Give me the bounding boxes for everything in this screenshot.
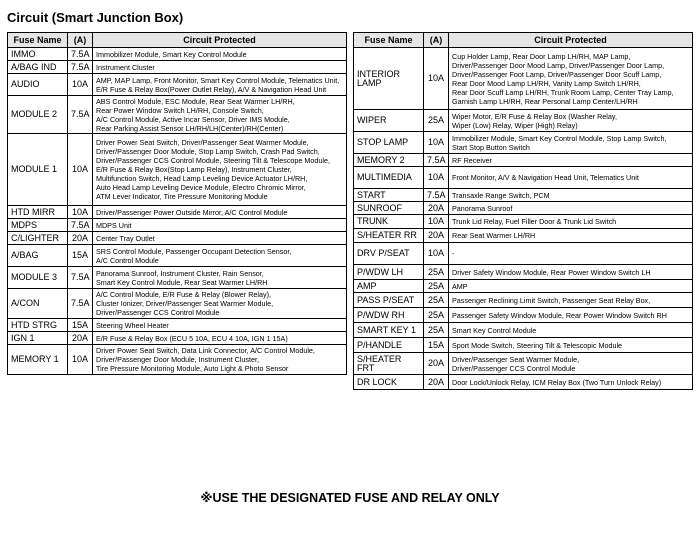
fuse-name-cell: IMMO (8, 48, 68, 61)
amp-cell: 10A (68, 345, 93, 375)
circuit-cell: Panorama Sunroof (449, 202, 693, 215)
amp-cell: 25A (424, 323, 449, 338)
footer-notice: ※USE THE DESIGNATED FUSE AND RELAY ONLY (200, 491, 500, 505)
header-amp: (A) (424, 33, 449, 48)
fuse-name-cell: P/WDW LH (354, 265, 424, 280)
table-row (8, 345, 347, 375)
table-row (354, 308, 693, 323)
fuse-name-cell: A/BAG IND (8, 61, 68, 74)
circuit-cell: Panorama Sunroof, Instrument Cluster, Rain Sensor, Smart Key Control Module, Rear Seat Warmer LH/RH (93, 267, 347, 289)
table-row (8, 61, 347, 74)
table-header-row (8, 33, 347, 48)
amp-cell: 7.5A (68, 61, 93, 74)
table-row (8, 319, 347, 332)
circuit-cell: Trunk Lid Relay, Fuel Filler Door & Trunk Lid Switch (449, 215, 693, 229)
table-row (354, 280, 693, 293)
amp-cell: 20A (424, 202, 449, 215)
table-row (354, 243, 693, 265)
amp-cell: 10A (424, 132, 449, 154)
table-row (354, 215, 693, 229)
amp-cell: 7.5A (68, 48, 93, 61)
fuse-table-left (7, 32, 347, 375)
table-row (354, 167, 693, 189)
amp-cell: 20A (424, 229, 449, 243)
table-row (8, 48, 347, 61)
circuit-cell: AMP, MAP Lamp, Front Monitor, Smart Key Control Module, Telematics Unit, E/R Fuse & Relay Box(Power Outlet Relay), A/V & Navigation Head Unit (93, 74, 347, 96)
amp-cell: 15A (68, 245, 93, 267)
circuit-cell: Center Tray Outlet (93, 232, 347, 245)
fuse-name-cell: WIPER (354, 110, 424, 132)
circuit-cell: Immobilizer Module, Smart Key Control Module (93, 48, 347, 61)
fuse-name-cell: MULTIMEDIA (354, 167, 424, 189)
amp-cell: 25A (424, 280, 449, 293)
amp-cell: 15A (424, 338, 449, 353)
table-row (354, 189, 693, 202)
fuse-name-cell: P/HANDLE (354, 338, 424, 353)
table-row (354, 110, 693, 132)
amp-cell: 10A (68, 134, 93, 206)
table-row (354, 48, 693, 110)
fuse-table-right (353, 32, 693, 390)
amp-cell: 7.5A (68, 96, 93, 134)
amp-cell: 7.5A (68, 289, 93, 319)
table-row (8, 332, 347, 345)
circuit-cell: Passenger Safety Window Module, Rear Power Window Switch RH (449, 308, 693, 323)
table-row (8, 96, 347, 134)
fuse-name-cell: DR LOCK (354, 375, 424, 390)
table-row (354, 229, 693, 243)
fuse-name-cell: START (354, 189, 424, 202)
table-row (8, 219, 347, 232)
header-fuse-name: Fuse Name (354, 33, 424, 48)
circuit-cell: Driver Safety Window Module, Rear Power Window Switch LH (449, 265, 693, 280)
circuit-cell: Passenger Reclining Limit Switch, Passenger Seat Relay Box, (449, 293, 693, 308)
circuit-cell: Transaxle Range Switch, PCM (449, 189, 693, 202)
circuit-cell: Rear Seat Warmer LH/RH (449, 229, 693, 243)
header-circuit-protected: Circuit Protected (449, 33, 693, 48)
table-row (8, 267, 347, 289)
amp-cell: 10A (68, 74, 93, 96)
fuse-name-cell: HTD MIRR (8, 206, 68, 219)
fuse-name-cell: TRUNK (354, 215, 424, 229)
amp-cell: 25A (424, 265, 449, 280)
table-row (354, 323, 693, 338)
circuit-cell: Driver Power Seat Switch, Data Link Connector, A/C Control Module, Driver/Passenger Door Module, Instrument Cluster, Tire Pressure Monitoring Module, Auto Light & Photo Sensor (93, 345, 347, 375)
header-amp: (A) (68, 33, 93, 48)
table-row (354, 353, 693, 375)
fuse-name-cell: SUNROOF (354, 202, 424, 215)
fuse-name-cell: PASS P/SEAT (354, 293, 424, 308)
circuit-cell: Steering Wheel Heater (93, 319, 347, 332)
table-row (8, 74, 347, 96)
fuse-name-cell: MODULE 3 (8, 267, 68, 289)
circuit-cell: MDPS Unit (93, 219, 347, 232)
amp-cell: 10A (68, 206, 93, 219)
amp-cell: 20A (424, 353, 449, 375)
fuse-name-cell: A/BAG (8, 245, 68, 267)
fuse-name-cell: INTERIOR LAMP (354, 48, 424, 110)
circuit-cell: Cup Holder Lamp, Rear Door Lamp LH/RH, MAP Lamp, Driver/Passenger Door Mood Lamp, Driver/Passenger Door Lamp, Driver/Passenger Foot Lamp, Driver/Passenger Door Scuff Lamp, Rear Door Mood Lamp LH/RH, Vanity Lamp Switch LH/RH, Rear Door Scuff Lamp LH/RH, Trunk Room Lamp, Center Tray Lamp, Garnish Lamp LH/RH, Rear Personal Lamp Center/LH/RH (449, 48, 693, 110)
table-row (354, 132, 693, 154)
table-row (354, 293, 693, 308)
fuse-name-cell: P/WDW RH (354, 308, 424, 323)
circuit-cell: Driver Power Seat Switch, Driver/Passenger Seat Warmer Module, Driver/Passenger Door Module, Stop Lamp Switch, Crash Pad Switch, Driver/Passenger CCS Control Module, Steering Tilt & Telescope Module, E/R Fuse & Relay Box(Stop Lamp Relay), Instrument Cluster, Multifunction Switch, Head Lamp Leveling Device Actuator LH/RH, Auto Head Lamp Leveling Device Module, Electro Chromic Mirror, ATM Lever Indicator, Tire Pressure Monitoring Module (93, 134, 347, 206)
header-circuit-protected: Circuit Protected (93, 33, 347, 48)
fuse-name-cell: MODULE 2 (8, 96, 68, 134)
amp-cell: 20A (424, 375, 449, 390)
table-row (354, 338, 693, 353)
fuse-name-cell: MEMORY 2 (354, 154, 424, 167)
table-header-row (354, 33, 693, 48)
fuse-name-cell: MEMORY 1 (8, 345, 68, 375)
fuse-name-cell: A/CON (8, 289, 68, 319)
table-row (354, 375, 693, 390)
circuit-cell: Front Monitor, A/V & Navigation Head Unit, Telematics Unit (449, 167, 693, 189)
amp-cell: 20A (68, 332, 93, 345)
fuse-name-cell: AMP (354, 280, 424, 293)
circuit-cell: Sport Mode Switch, Steering Tilt & Telescopic Module (449, 338, 693, 353)
circuit-cell: SRS Control Module, Passenger Occupant Detection Sensor, A/C Control Module (93, 245, 347, 267)
amp-cell: 7.5A (68, 219, 93, 232)
table-row (8, 232, 347, 245)
table-row (8, 245, 347, 267)
amp-cell: 10A (424, 243, 449, 265)
circuit-cell: Wiper Motor, E/R Fuse & Relay Box (Washer Relay, Wiper (Low) Relay, Wiper (High) Relay) (449, 110, 693, 132)
fuse-name-cell: DRV P/SEAT (354, 243, 424, 265)
fuse-name-cell: STOP LAMP (354, 132, 424, 154)
table-row (8, 134, 347, 206)
amp-cell: 25A (424, 293, 449, 308)
fuse-name-cell: AUDIO (8, 74, 68, 96)
fuse-name-cell: MDPS (8, 219, 68, 232)
amp-cell: 25A (424, 110, 449, 132)
header-fuse-name: Fuse Name (8, 33, 68, 48)
table-row (8, 289, 347, 319)
table-row (8, 206, 347, 219)
fuse-name-cell: HTD STRG (8, 319, 68, 332)
circuit-cell: A/C Control Module, E/R Fuse & Relay (Blower Relay), Cluster Ionizer, Driver/Passenger Seat Warmer Module, Driver/Passenger CCS Control Module (93, 289, 347, 319)
table-row (354, 202, 693, 215)
fuse-name-cell: SMART KEY 1 (354, 323, 424, 338)
circuit-cell: Driver/Passenger Seat Warmer Module, Driver/Passenger CCS Control Module (449, 353, 693, 375)
circuit-cell: Door Lock/Unlock Relay, ICM Relay Box (Two Turn Unlock Relay) (449, 375, 693, 390)
circuit-cell: - (449, 243, 693, 265)
fuse-name-cell: S/HEATER RR (354, 229, 424, 243)
circuit-cell: Instrument Cluster (93, 61, 347, 74)
amp-cell: 7.5A (424, 189, 449, 202)
circuit-cell: Smart Key Control Module (449, 323, 693, 338)
table-row (354, 265, 693, 280)
circuit-cell: ABS Control Module, ESC Module, Rear Seat Warmer LH/RH, Rear Power Window Switch LH/RH, Console Switch, A/C Control Module, Active Incar Sensor, Driver IMS Module, Rear Parking Assist Sensor LH/RH/LH(Center)/RH(Center) (93, 96, 347, 134)
fuse-name-cell: S/HEATER FRT (354, 353, 424, 375)
amp-cell: 25A (424, 308, 449, 323)
amp-cell: 10A (424, 48, 449, 110)
circuit-cell: AMP (449, 280, 693, 293)
fuse-name-cell: MODULE 1 (8, 134, 68, 206)
table-row (354, 154, 693, 167)
fuse-name-cell: IGN 1 (8, 332, 68, 345)
circuit-cell: Driver/Passenger Power Outside Mirror, A/C Control Module (93, 206, 347, 219)
amp-cell: 20A (68, 232, 93, 245)
amp-cell: 7.5A (424, 154, 449, 167)
amp-cell: 7.5A (68, 267, 93, 289)
circuit-cell: E/R Fuse & Relay Box (ECU 5 10A, ECU 4 10A, IGN 1 15A) (93, 332, 347, 345)
page-title: Circuit (Smart Junction Box) (7, 10, 184, 25)
circuit-cell: Immobilizer Module, Smart Key Control Module, Stop Lamp Switch, Start Stop Button Switch (449, 132, 693, 154)
amp-cell: 15A (68, 319, 93, 332)
amp-cell: 10A (424, 215, 449, 229)
circuit-cell: RF Receiver (449, 154, 693, 167)
amp-cell: 10A (424, 167, 449, 189)
fuse-name-cell: C/LIGHTER (8, 232, 68, 245)
